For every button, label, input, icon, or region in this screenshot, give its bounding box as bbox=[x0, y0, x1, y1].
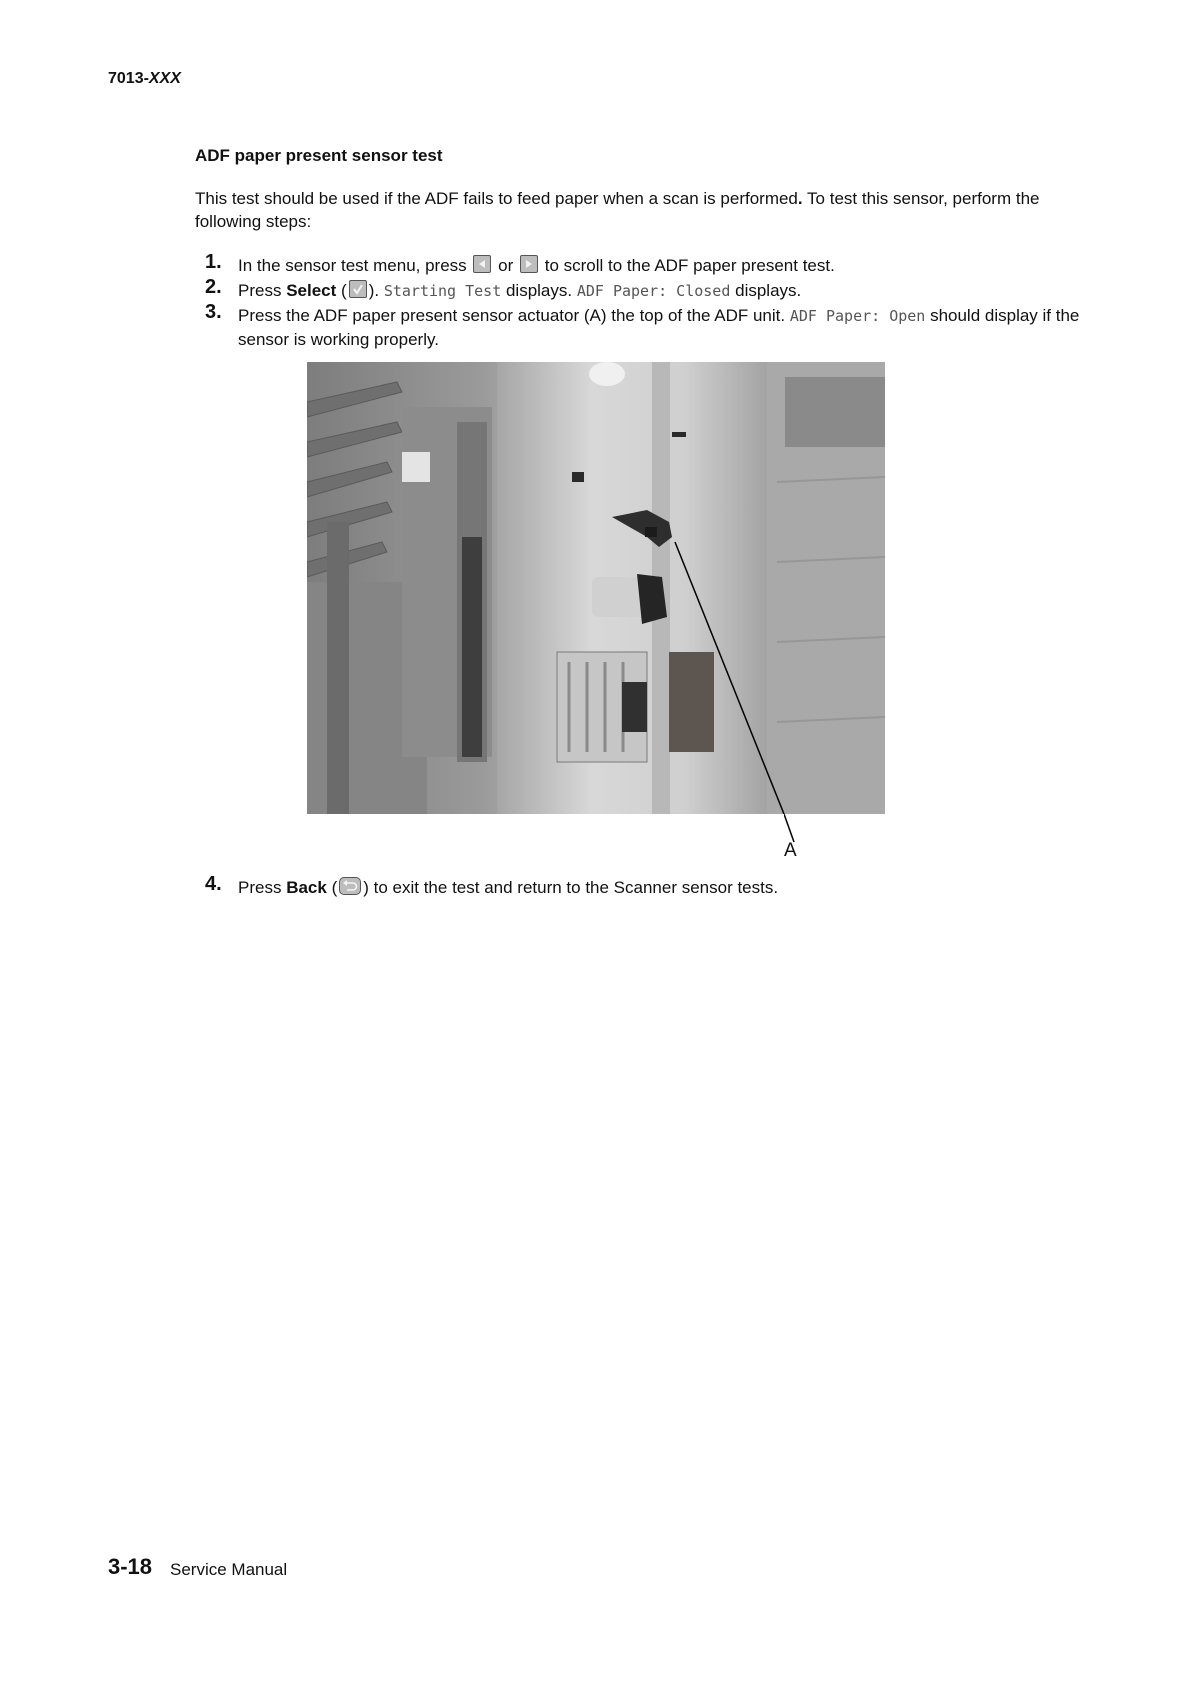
callout-label-a: A bbox=[784, 840, 797, 861]
step-number: 3. bbox=[205, 301, 222, 323]
step-text bbox=[238, 304, 1098, 351]
intro-text-2: To test this sensor, perform the following steps: bbox=[195, 189, 1040, 231]
step-1-text-a: In the sensor test menu, press bbox=[238, 256, 467, 275]
step-number: 4. bbox=[205, 873, 222, 895]
adf-paper-closed-message: ADF Paper: Closed bbox=[576, 282, 731, 300]
intro-paragraph bbox=[195, 187, 1095, 233]
step-text bbox=[238, 876, 1098, 899]
section-title: ADF paper present sensor test bbox=[195, 146, 443, 165]
header-model bbox=[108, 70, 181, 88]
back-label: Back bbox=[286, 878, 327, 897]
model-prefix: 7013- bbox=[108, 70, 149, 87]
intro-text-1: This test should be used if the ADF fails to feed paper when a scan is performed bbox=[195, 189, 798, 208]
step-3-text-b: should display if the sensor is working properly. bbox=[238, 306, 1080, 349]
step-4-text-b: ) to exit the test and return to the Scanner sensor tests. bbox=[363, 878, 779, 897]
step-4-paren-open: ( bbox=[331, 878, 338, 897]
page-number: 3-18 bbox=[108, 1554, 153, 1579]
adf-sensor-photo bbox=[307, 362, 885, 814]
footer-label: Service Manual bbox=[170, 1560, 288, 1579]
select-label: Select bbox=[286, 281, 337, 300]
step-number: 1. bbox=[205, 251, 222, 273]
step-4-text-a: Press bbox=[238, 878, 282, 897]
step-2-text-displays-1: displays. bbox=[505, 281, 573, 300]
step-2-paren-close: ). bbox=[368, 281, 380, 300]
model-suffix: XXX bbox=[148, 70, 181, 87]
right-arrow-key-icon bbox=[520, 255, 538, 273]
step-2-text-a: Press bbox=[238, 281, 282, 300]
back-key-icon bbox=[339, 877, 361, 895]
intro-bold-period: . bbox=[797, 189, 803, 208]
left-arrow-key-icon bbox=[473, 255, 491, 273]
step-text bbox=[238, 254, 1098, 277]
starting-test-message: Starting Test bbox=[383, 282, 502, 300]
step-2-text-displays-2: displays. bbox=[735, 281, 802, 300]
step-number: 2. bbox=[205, 276, 222, 298]
adf-paper-open-message: ADF Paper: Open bbox=[789, 307, 926, 325]
step-1-text-c: to scroll to the ADF paper present test. bbox=[544, 256, 835, 275]
step-text bbox=[238, 279, 1098, 303]
step-2-paren-open: ( bbox=[341, 281, 347, 300]
step-3-text-a: Press the ADF paper present sensor actuator (A) the top of the ADF unit. bbox=[238, 306, 786, 325]
select-check-key-icon bbox=[349, 280, 367, 298]
step-1-text-b: or bbox=[498, 256, 514, 275]
